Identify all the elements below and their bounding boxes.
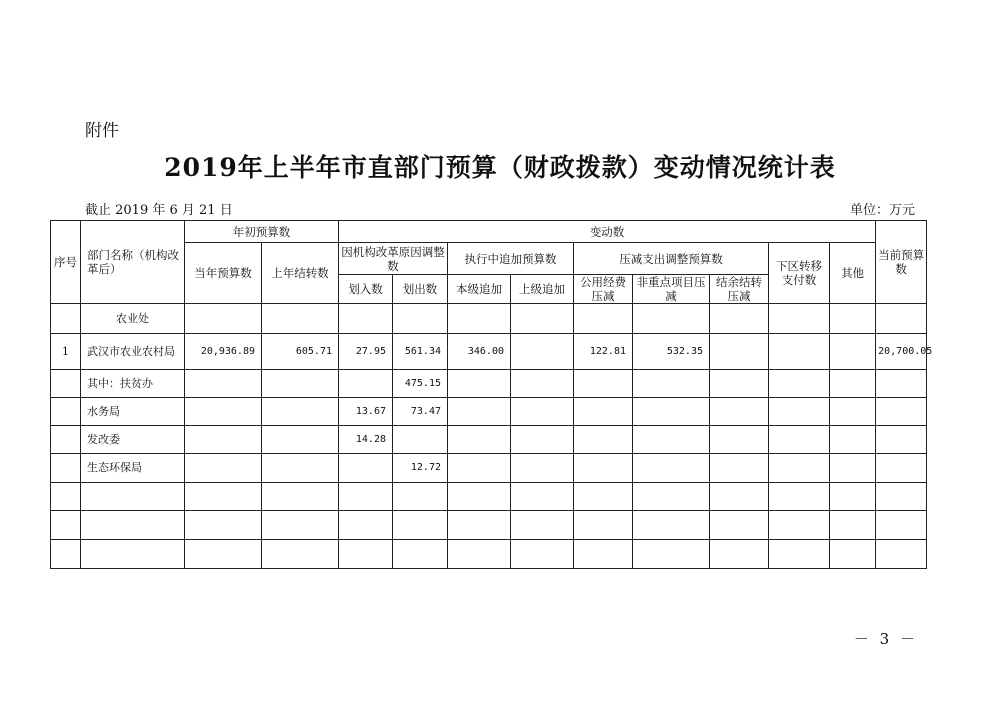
- other-cell: [830, 540, 876, 569]
- other-cell: [830, 398, 876, 426]
- document-title: 2019年上半年市直部门预算（财政拨款）变动情况统计表: [164, 153, 836, 182]
- current-budget-cell: 20,700.05: [876, 334, 927, 370]
- transfer-in-cell: 27.95: [339, 334, 393, 370]
- nonkey-cut-cell: 532.35: [633, 334, 710, 370]
- local-add-cell: [448, 511, 511, 540]
- district-transfer-cell: [769, 398, 830, 426]
- local-add-cell: [448, 426, 511, 454]
- current-budget-cell: [876, 483, 927, 511]
- transfer-in-cell: [339, 483, 393, 511]
- header-cut-adjust: 压减支出调整预算数: [574, 243, 769, 275]
- transfer-out-cell: [393, 511, 448, 540]
- public-cut-cell: [574, 483, 633, 511]
- district-transfer-cell: [769, 483, 830, 511]
- seq-cell: [51, 483, 81, 511]
- transfer-out-cell: [393, 540, 448, 569]
- dept-cell: [81, 511, 185, 540]
- table-row: [51, 304, 927, 334]
- header-surplus-cut: 结余结转压减: [710, 275, 769, 304]
- header-reform-adjust: 因机构改革原因调整数: [339, 243, 448, 275]
- carryover-cell: [262, 540, 339, 569]
- local-add-cell: [448, 483, 511, 511]
- local-add-cell: [448, 304, 511, 334]
- header-nonkey-cut: 非重点项目压减: [633, 275, 710, 304]
- header-exec-add: 执行中追加预算数: [448, 243, 574, 275]
- transfer-in-cell: [339, 304, 393, 334]
- header-carryover: 上年结转数: [262, 243, 339, 304]
- carryover-cell: 605.71: [262, 334, 339, 370]
- current-budget-cell: [876, 540, 927, 569]
- nonkey-cut-cell: [633, 483, 710, 511]
- transfer-in-cell: [339, 540, 393, 569]
- upper-add-cell: [511, 483, 574, 511]
- transfer-out-cell: [393, 426, 448, 454]
- header-upper-add: 上级追加: [511, 275, 574, 304]
- table-row: [51, 454, 927, 483]
- transfer-out-cell: 73.47: [393, 398, 448, 426]
- table-body: [51, 304, 933, 569]
- dept-cell: 发改委: [81, 426, 185, 454]
- dept-cell: 武汉市农业农村局: [81, 334, 185, 370]
- carryover-cell: [262, 370, 339, 398]
- seq-cell: 1: [51, 334, 81, 370]
- surplus-cut-cell: [710, 454, 769, 483]
- surplus-cut-cell: [710, 426, 769, 454]
- current-year-cell: [185, 540, 262, 569]
- budget-change-table: [50, 220, 933, 569]
- current-year-cell: 20,936.89: [185, 334, 262, 370]
- table-row: [51, 426, 927, 454]
- seq-cell: [51, 511, 81, 540]
- seq-cell: [51, 540, 81, 569]
- carryover-cell: [262, 426, 339, 454]
- nonkey-cut-cell: [633, 426, 710, 454]
- table-row: [51, 370, 927, 398]
- dept-cell: 水务局: [81, 398, 185, 426]
- current-budget-cell: [876, 398, 927, 426]
- district-transfer-cell: [769, 304, 830, 334]
- header-change: 变动数: [339, 221, 876, 243]
- transfer-out-cell: [393, 304, 448, 334]
- district-transfer-cell: [769, 370, 830, 398]
- seq-cell: [51, 398, 81, 426]
- current-year-cell: [185, 426, 262, 454]
- surplus-cut-cell: [710, 398, 769, 426]
- surplus-cut-cell: [710, 304, 769, 334]
- other-cell: [830, 426, 876, 454]
- carryover-cell: [262, 511, 339, 540]
- dept-cell: [81, 483, 185, 511]
- current-budget-cell: [876, 370, 927, 398]
- table-header: [51, 221, 927, 304]
- unit-label: 单位：万元: [849, 203, 915, 218]
- other-cell: [830, 370, 876, 398]
- other-cell: [830, 511, 876, 540]
- transfer-out-cell: [393, 483, 448, 511]
- upper-add-cell: [511, 511, 574, 540]
- current-year-cell: [185, 483, 262, 511]
- header-seq: 序号: [51, 221, 81, 304]
- attachment-label: 附件: [85, 121, 119, 141]
- district-transfer-cell: [769, 454, 830, 483]
- nonkey-cut-cell: [633, 511, 710, 540]
- surplus-cut-cell: [710, 483, 769, 511]
- transfer-in-cell: [339, 370, 393, 398]
- upper-add-cell: [511, 304, 574, 334]
- local-add-cell: [448, 540, 511, 569]
- header-current-year: 当年预算数: [185, 243, 262, 304]
- public-cut-cell: [574, 426, 633, 454]
- current-year-cell: [185, 511, 262, 540]
- transfer-in-cell: 14.28: [339, 426, 393, 454]
- district-transfer-cell: [769, 334, 830, 370]
- upper-add-cell: [511, 398, 574, 426]
- header-district-transfer: 下区转移支付数: [769, 243, 830, 304]
- other-cell: [830, 304, 876, 334]
- public-cut-cell: [574, 304, 633, 334]
- page-number: － 3 －: [853, 630, 918, 648]
- current-budget-cell: [876, 426, 927, 454]
- local-add-cell: 346.00: [448, 334, 511, 370]
- transfer-out-cell: 475.15: [393, 370, 448, 398]
- public-cut-cell: 122.81: [574, 334, 633, 370]
- district-transfer-cell: [769, 426, 830, 454]
- upper-add-cell: [511, 370, 574, 398]
- dept-cell: [81, 540, 185, 569]
- public-cut-cell: [574, 398, 633, 426]
- seq-cell: [51, 454, 81, 483]
- header-initial-budget: 年初预算数: [185, 221, 339, 243]
- local-add-cell: [448, 454, 511, 483]
- header-current-budget: 当前预算数: [876, 221, 927, 304]
- upper-add-cell: [511, 334, 574, 370]
- nonkey-cut-cell: [633, 304, 710, 334]
- surplus-cut-cell: [710, 334, 769, 370]
- current-year-cell: [185, 454, 262, 483]
- header-other: 其他: [830, 243, 876, 304]
- nonkey-cut-cell: [633, 540, 710, 569]
- nonkey-cut-cell: [633, 370, 710, 398]
- seq-cell: [51, 304, 81, 334]
- carryover-cell: [262, 304, 339, 334]
- public-cut-cell: [574, 511, 633, 540]
- nonkey-cut-cell: [633, 454, 710, 483]
- seq-cell: [51, 426, 81, 454]
- header-transfer-in: 划入数: [339, 275, 393, 304]
- upper-add-cell: [511, 454, 574, 483]
- public-cut-cell: [574, 454, 633, 483]
- district-transfer-cell: [769, 540, 830, 569]
- other-cell: [830, 483, 876, 511]
- public-cut-cell: [574, 540, 633, 569]
- dept-cell: 农业处: [81, 304, 185, 334]
- table-row: [51, 398, 927, 426]
- current-year-cell: [185, 304, 262, 334]
- dept-cell: 生态环保局: [81, 454, 185, 483]
- current-budget-cell: [876, 454, 927, 483]
- other-cell: [830, 454, 876, 483]
- transfer-in-cell: 13.67: [339, 398, 393, 426]
- carryover-cell: [262, 398, 339, 426]
- header-public-cut: 公用经费压减: [574, 275, 633, 304]
- transfer-in-cell: [339, 511, 393, 540]
- nonkey-cut-cell: [633, 398, 710, 426]
- header-dept: 部门名称（机构改革后）: [81, 221, 185, 304]
- table-row: [51, 511, 927, 540]
- table-row: [51, 483, 927, 511]
- table-row: [51, 334, 927, 370]
- transfer-in-cell: [339, 454, 393, 483]
- dept-cell: 其中：扶贫办: [81, 370, 185, 398]
- surplus-cut-cell: [710, 511, 769, 540]
- current-budget-cell: [876, 511, 927, 540]
- header-transfer-out: 划出数: [393, 275, 448, 304]
- seq-cell: [51, 370, 81, 398]
- transfer-out-cell: 561.34: [393, 334, 448, 370]
- carryover-cell: [262, 454, 339, 483]
- upper-add-cell: [511, 426, 574, 454]
- local-add-cell: [448, 370, 511, 398]
- district-transfer-cell: [769, 511, 830, 540]
- current-year-cell: [185, 398, 262, 426]
- carryover-cell: [262, 483, 339, 511]
- local-add-cell: [448, 398, 511, 426]
- transfer-out-cell: 12.72: [393, 454, 448, 483]
- other-cell: [830, 334, 876, 370]
- header-local-add: 本级追加: [448, 275, 511, 304]
- current-year-cell: [185, 370, 262, 398]
- current-budget-cell: [876, 304, 927, 334]
- public-cut-cell: [574, 370, 633, 398]
- as-of-date: 截止 2019 年 6 月 21 日: [85, 203, 233, 218]
- surplus-cut-cell: [710, 370, 769, 398]
- table-row: [51, 540, 927, 569]
- surplus-cut-cell: [710, 540, 769, 569]
- upper-add-cell: [511, 540, 574, 569]
